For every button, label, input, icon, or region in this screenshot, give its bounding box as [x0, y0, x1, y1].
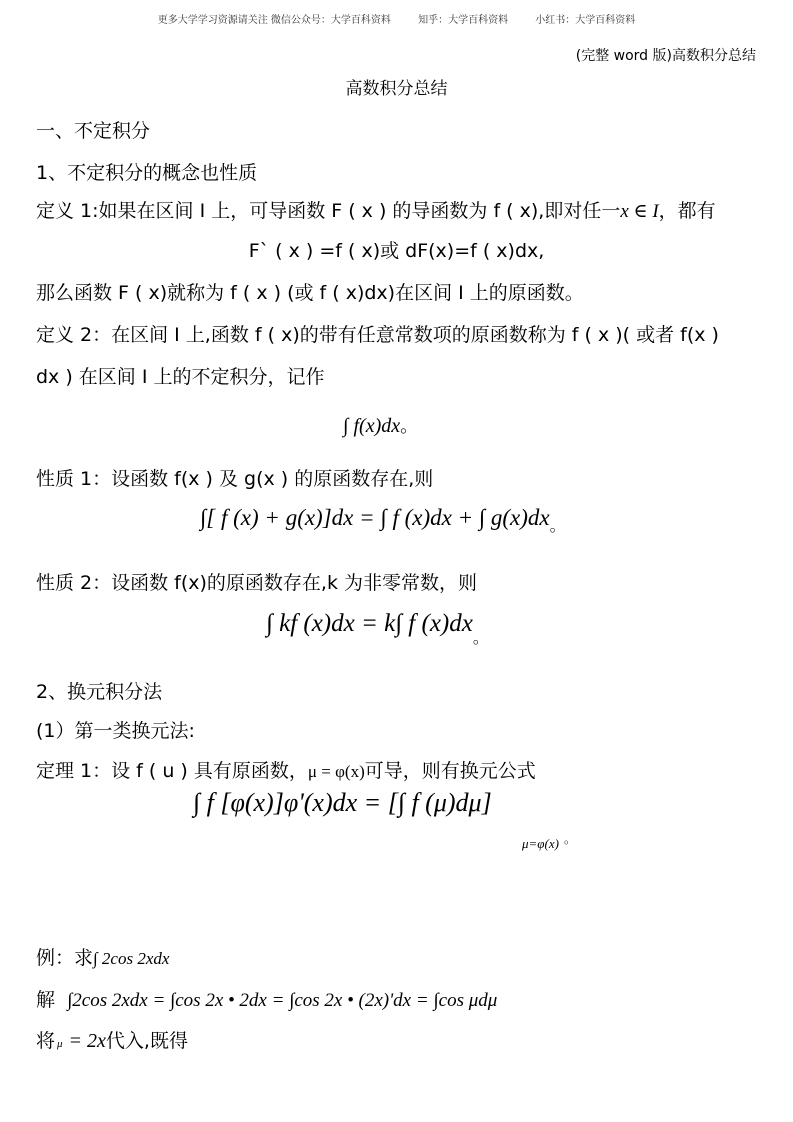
def1-conclusion: 那么函数 F ( x)就称为 f ( x ) (或 f ( x)dx)在区间 I 上的原函数。	[36, 282, 584, 304]
section-heading: 一、不定积分	[36, 120, 151, 142]
page-title: 高数积分总结	[345, 79, 448, 99]
property-1: 性质 1：设函数 f(x ) 及 g(x ) 的原函数存在,则	[36, 468, 434, 490]
page-header	[0, 11, 793, 26]
definition-1	[36, 196, 716, 223]
theorem1-subscript: μ=φ(x)	[522, 836, 559, 851]
prop2-end: 。	[472, 628, 489, 647]
prop1-formula: ∫[ f (x) + g(x)]dx = ∫ f (x)dx + ∫ g(x)dx	[200, 505, 550, 530]
example-label: 例：求	[36, 947, 94, 969]
solution-label: 解	[36, 989, 56, 1011]
theorem1-end: 。	[564, 832, 577, 846]
theorem1-tail: 可导，则有换元公式	[364, 760, 536, 782]
subsection-heading-2: 2、换元积分法	[36, 681, 163, 703]
prop2-formula: ∫ kf (x)dx = k∫ f (x)dx	[266, 610, 473, 637]
formula-subscript	[522, 830, 576, 852]
def1-formula: F` ( x ) =f ( x)或 dF(x)=f ( x)dx,	[248, 240, 545, 262]
example-math: ∫ 2cos 2xdx	[93, 949, 170, 968]
property-2: 性质 2：设函数 f(x)的原函数存在,k 为非零常数，则	[36, 572, 478, 594]
sub-mu: μ	[57, 1038, 63, 1050]
document-subtitle: (完整 word 版)高数积分总结	[575, 48, 756, 64]
sub-tail: 代入,既得	[105, 1030, 188, 1052]
prop1-end: 。	[549, 516, 566, 535]
solution	[36, 985, 497, 1012]
theorem-1	[36, 756, 536, 783]
solution-math: ∫2cos 2xdx = ∫cos 2x • 2dx = ∫cos 2x • (2x)'dx = ∫cos μdμ	[67, 990, 498, 1011]
notation-end: 。	[400, 416, 419, 437]
property-1-formula	[200, 505, 566, 536]
def1-text: 定义 1:如果在区间 I 上，可导函数 F ( x ) 的导函数为 f ( x),即对任一	[36, 200, 621, 222]
subsection-heading: 1、不定积分的概念也性质	[36, 162, 258, 184]
substitution-formula	[193, 788, 492, 818]
theorem1-text: 定理 1：设 f ( u ) 具有原函数，	[36, 760, 308, 782]
example	[36, 943, 169, 970]
indefinite-integral-notation	[343, 412, 418, 438]
property-2-formula	[266, 610, 489, 648]
header-wechat: 更多大学学习资源请关注 微信公众号：大学百科资料	[157, 15, 391, 26]
notation-formula: ∫ f(x)dx	[343, 415, 401, 437]
sub-label: 将	[36, 1030, 56, 1052]
definition-2-line1: 定义 2：在区间 I 上,函数 f ( x)的带有任意常数项的原函数称为 f ( x )( 或者 f(x )	[36, 324, 719, 346]
substitution-step	[36, 1026, 188, 1053]
method-heading: (1）第一类换元法:	[36, 720, 195, 742]
definition-2-line2: dx ) 在区间 I 上的不定积分，记作	[36, 366, 325, 388]
header-xiaohongshu: 小红书：大学百科资料	[535, 15, 636, 26]
def1-tail: ，都有	[658, 200, 716, 222]
header-zhihu: 知乎：大学百科资料	[418, 15, 509, 26]
def1-math: x ∈ I	[620, 201, 659, 222]
theorem1-formula: ∫ f [φ(x)]φ'(x)dx = [∫ f (μ)dμ]	[193, 788, 492, 817]
sub-math: = 2x	[68, 1030, 106, 1052]
theorem1-math: μ = φ(x)	[307, 762, 365, 781]
